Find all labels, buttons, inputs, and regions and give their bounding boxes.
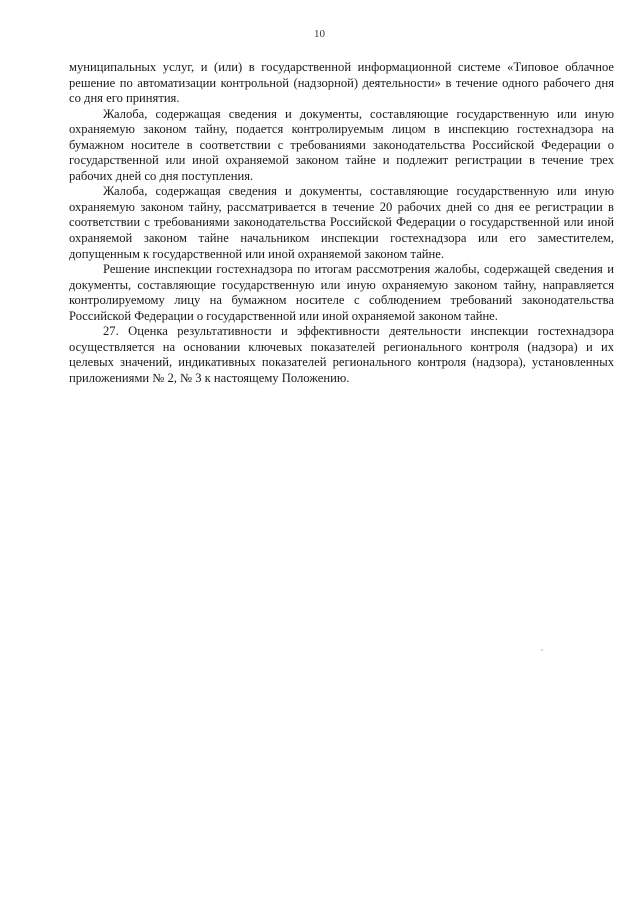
page-number: 10 (314, 28, 325, 40)
paragraph-complaint-review: Жалоба, содержащая сведения и документы, составляющие государственную или иную охраняемую законом тайну, рассматривается в течение 20 рабочих дней со дня ее регистрации в соответствии с требованиями законодательства Российской Федерации о государственной или иной охраняемой законом тайне начальником инспекции гостехнадзора или его заместителем, допущенным к государственной или иной охраняемой законом тайне. (69, 184, 614, 261)
paragraph-complaint-submission: Жалоба, содержащая сведения и документы, составляющие государственную или иную охраняемую законом тайну, подается контролируемым лицом в инспекцию гостехнадзора на бумажном носителе в соответствии с требованиями законодательства Российской Федерации о государственной или иной охраняемой законом тайне и подлежит регистрации в течение трех рабочих дней со дня поступления. (69, 106, 614, 183)
scan-speck (541, 649, 543, 651)
paragraph-decision: Решение инспекции гостехнадзора по итогам рассмотрения жалобы, содержащей сведения и документы, составляющие государственную или иную охраняемую законом тайну, направляется контролируемому лицу на бумажном носителе с соблюдением требований законодательства Российской Федерации о государственной или иной охраняемой законом тайне. (69, 262, 614, 323)
paragraph-continuation: муниципальных услуг, и (или) в государственной информационной системе «Типовое облачное решение по автоматизации контрольной (надзорной) деятельности» в течение одного рабочего дня со дня его принятия. (69, 60, 614, 106)
paragraph-item-27: 27. Оценка результативности и эффективности деятельности инспекции гостехнадзора осуществляется на основании ключевых показателей регионального контроля (надзора) и их целевых значений, индикативных показателей регионального контроля (надзора), установленных приложениями № 2, № 3 к настоящему Положению. (69, 324, 614, 385)
document-body (69, 60, 614, 386)
